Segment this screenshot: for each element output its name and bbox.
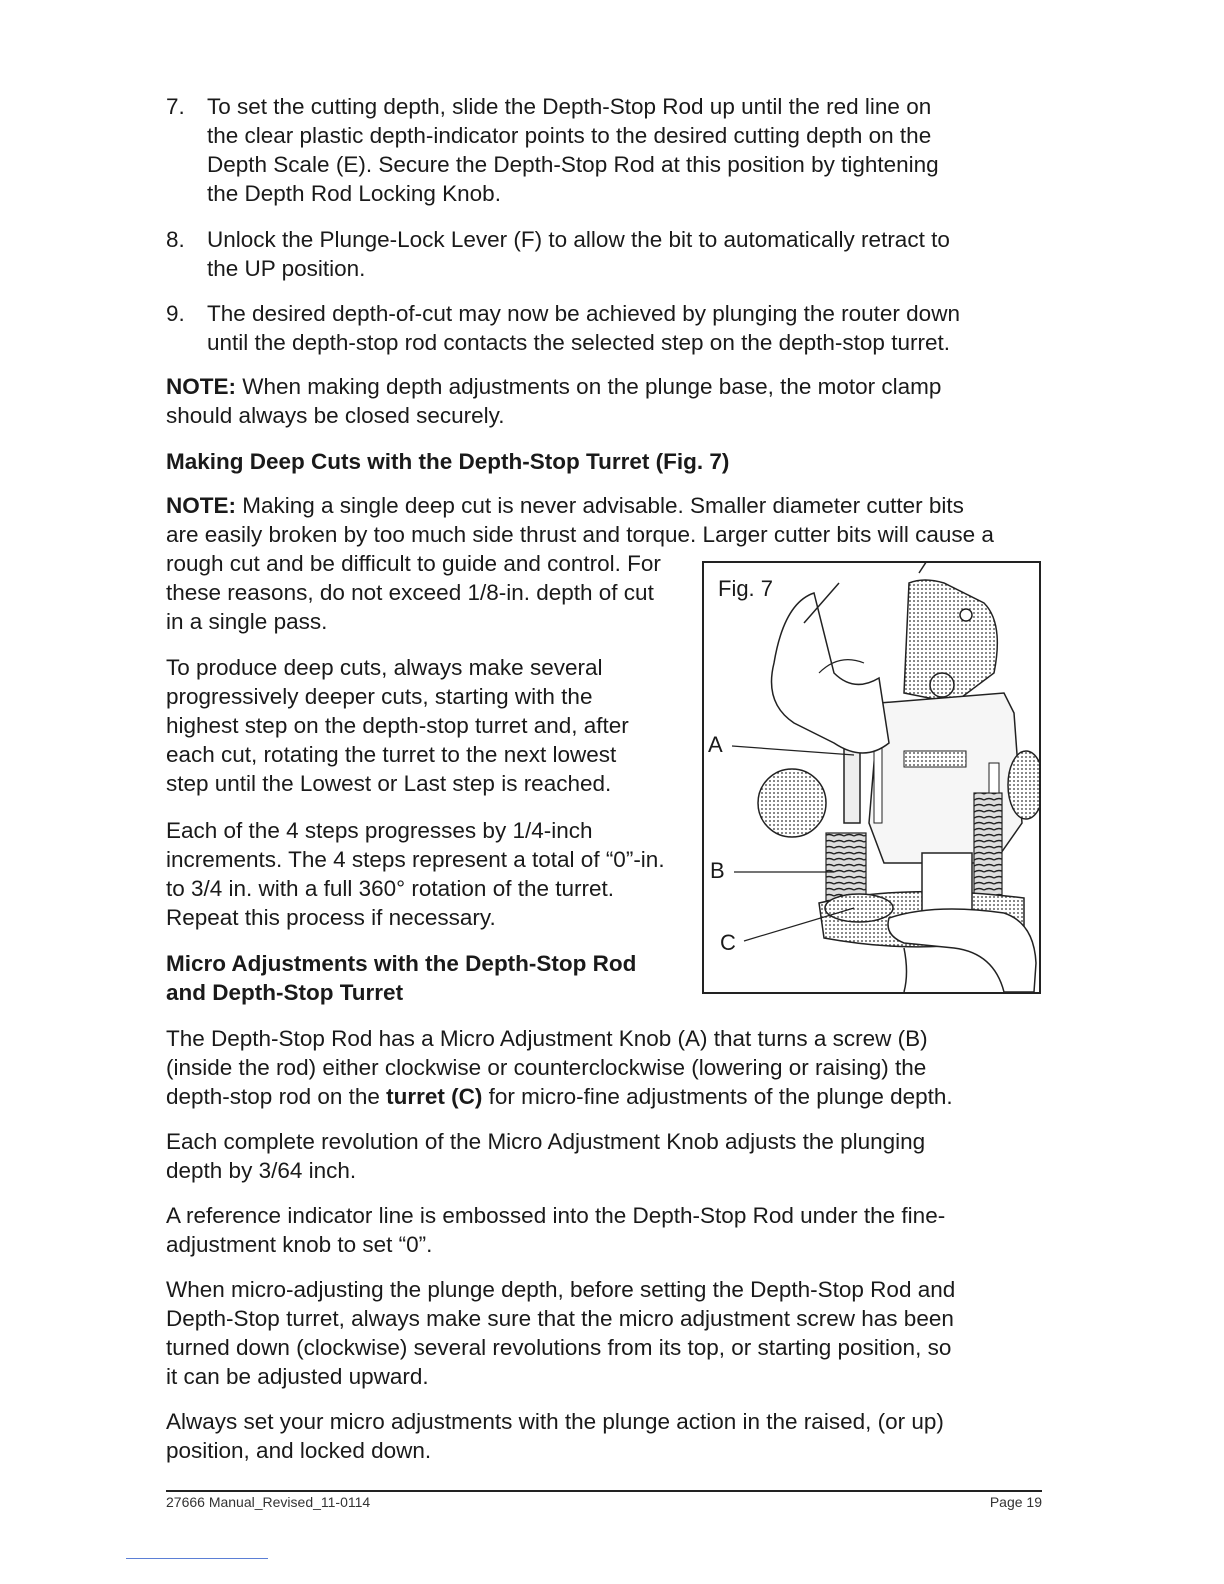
step-7-text: To set the cutting depth, slide the Depth-Stop Rod up until the red line on the clear plastic depth-indicator points to the desired cutting depth on the Depth Scale (E). Secure the Depth-Stop Rod at this position by tightening the Depth Rod Locking Knob. xyxy=(207,94,939,206)
callout-label-a: A xyxy=(708,732,723,757)
paragraph-micro-adjust-knob: The Depth-Stop Rod has a Micro Adjustment Knob (A) that turns a screw (B) (inside the rod) either clockwise or counterclockwise (lowering or raising) the depth-stop rod on the turret (C) for micro-fine adjustments of the plunge depth. xyxy=(166,1026,953,1109)
callout-label-b: B xyxy=(710,858,725,883)
figure-title: Fig. 7 xyxy=(718,576,774,601)
section-heading-micro-adjustments: Micro Adjustments with the Depth-Stop Rod and Depth-Stop Turret xyxy=(166,951,637,1005)
step-number: 8. xyxy=(166,227,185,252)
link-underline xyxy=(126,1558,268,1559)
note-motor-clamp: NOTE: When making depth adjustments on the plunge base, the motor clamp should always be closed securely. xyxy=(166,374,942,428)
step-number: 9. xyxy=(166,301,185,326)
paragraph-deep-cuts: To produce deep cuts, always make several progressively deeper cuts, starting with the highest step on the depth-stop turret and, after each cut, rotating the turret to the next lowest step until the Lowest or Last step is reached. xyxy=(166,655,629,796)
footer-divider xyxy=(166,1490,1042,1492)
step-number: 7. xyxy=(166,94,185,119)
step-9-text: The desired depth-of-cut may now be achieved by plunging the router down until the depth-stop rod contacts the selected step on the depth-stop turret. xyxy=(207,301,960,355)
figure-7 xyxy=(702,561,1041,994)
router-illustration xyxy=(704,563,1039,992)
paragraph-micro-adjusting: When micro-adjusting the plunge depth, before setting the Depth-Stop Rod and Depth-Stop turret, always make sure that the micro adjustment screw has been turned down (clockwise) several revolutions from its top, or starting position, so it can be adjusted upward. xyxy=(166,1277,956,1389)
footer-page-number: Page 19 xyxy=(989,1494,1042,1510)
paragraph-reference-line: A reference indicator line is embossed into the Depth-Stop Rod under the fine- adjustment knob to set “0”. xyxy=(166,1203,946,1257)
paragraph-revolution: Each complete revolution of the Micro Adjustment Knob adjusts the plunging depth by 3/64 inch. xyxy=(166,1129,926,1183)
paragraph-always-set: Always set your micro adjustments with the plunge action in the raised, (or up) position, and locked down. xyxy=(166,1409,944,1463)
section-heading-deep-cuts: Making Deep Cuts with the Depth-Stop Turret (Fig. 7) xyxy=(166,449,730,474)
step-8-text: Unlock the Plunge-Lock Lever (F) to allow the bit to automatically retract to the UP position. xyxy=(207,227,950,281)
paragraph-steps: Each of the 4 steps progresses by 1/4-inch increments. The 4 steps represent a total of “0”-in. to 3/4 in. with a full 360° rotation of the turret. Repeat this process if necessary. xyxy=(166,818,665,930)
footer-document-id: 27666 Manual_Revised_11-0114 xyxy=(166,1494,371,1510)
callout-label-c: C xyxy=(720,930,736,955)
note-deep-cut: NOTE: Making a single deep cut is never advisable. Smaller diameter cutter bits are easily broken by too much side thrust and torque. Larger cutter bits will cause a rough cut and be difficult to guide and control. For these reasons, do not exceed 1/8-in. depth of cut in a single pass. xyxy=(166,493,994,634)
